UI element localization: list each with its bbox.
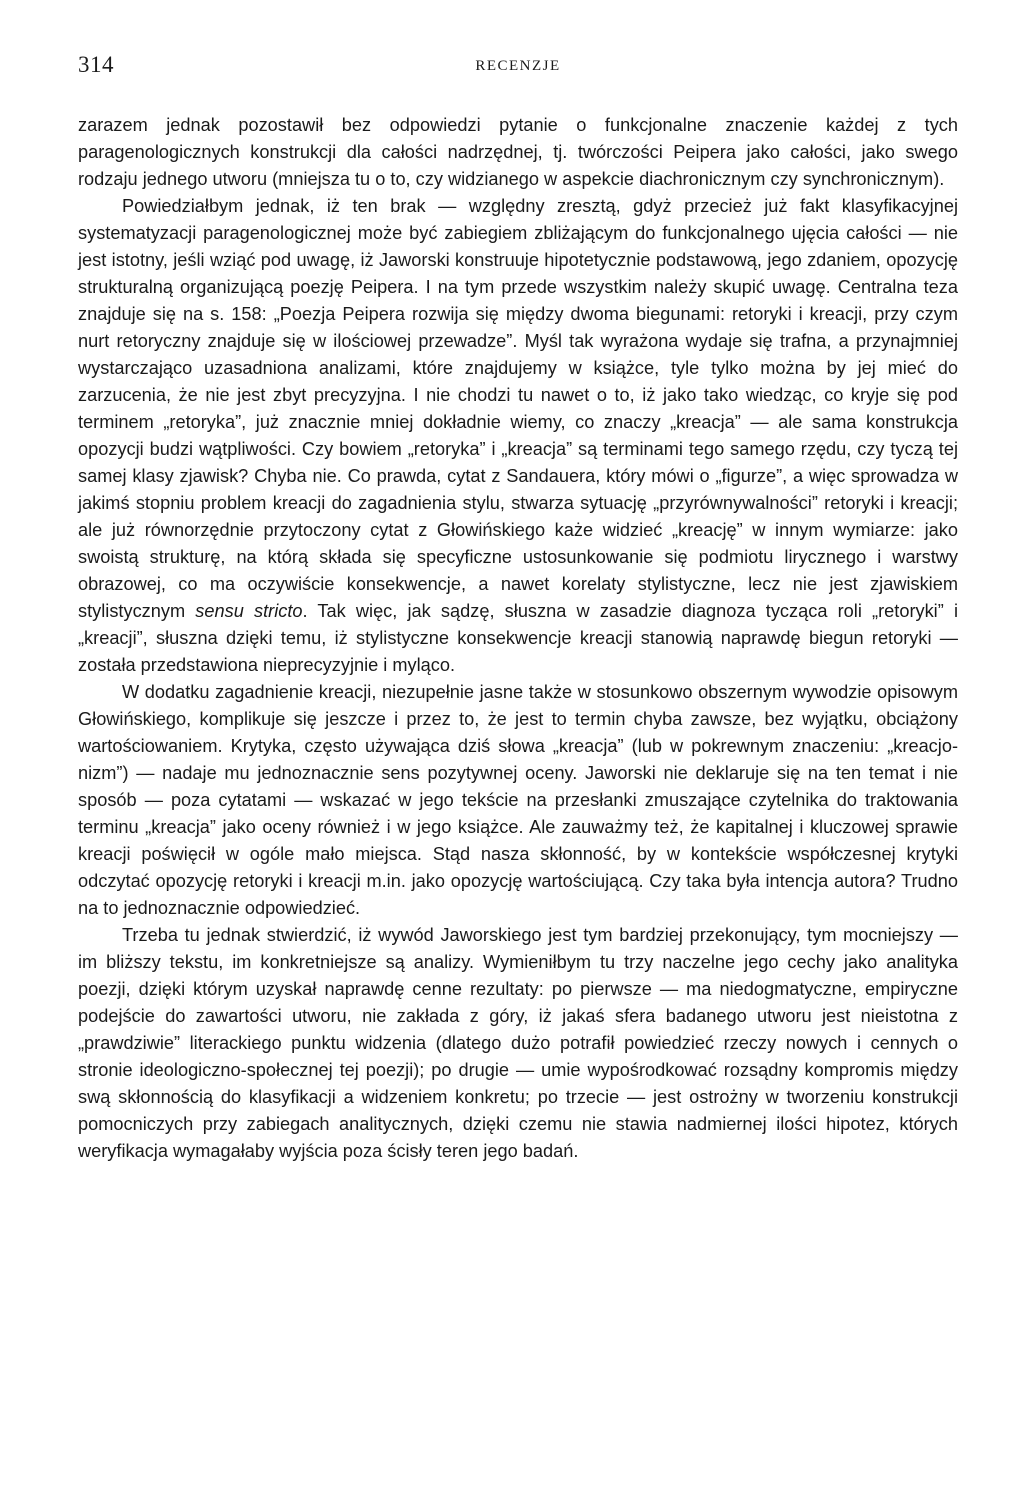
italic-phrase: sensu stricto	[195, 601, 303, 621]
page-number: 314	[78, 52, 114, 77]
running-head	[78, 52, 958, 86]
body-text	[78, 112, 958, 1165]
section-title: RECENZJE	[475, 58, 561, 74]
paragraph-text: W dodatku zagadnienie kreacji, niezupełnie jasne także w stosunkowo obszernym wywodzie opisowym Głowińskiego, komplikuje się jeszcze i przez to, że jest to termin chyba zawsze, bez wyjątku, obciążony wartościowaniem. Krytyka, często używająca dziś słowa „kreacja” (lub w pokrewnym znaczeniu: „kreacjonizm”) — nadaje mu jednoznacznie sens pozytywnej oceny. Jaworski nie deklaruje się na ten temat i nie sposób — poza cytatami — wskazać w jego tekście na przesłanki zmuszające czytelnika do traktowania terminu „kreacja” jako oceny również i w jego książce. Ale zauważmy też, że kapitalnej i kluczowej sprawie kreacji poświęcił w ogóle mało miejsca. Stąd nasza skłonność, by w kontekście współczesnej krytyki odczytać opozycję retoryki i kreacji m.in. jako opozycję wartościującą. Czy taka była intencja autora? Trudno na to jednoznacznie odpowiedzieć.	[78, 682, 958, 918]
paragraph-text: . Tak więc, jak sądzę, słuszna w zasadzie diagnoza tycząca roli „retoryki” i „kreacji”, słuszna dzięki temu, iż stylistyczne konsekwencje kreacji stanowią naprawdę biegun retoryki — została przedstawiona nieprecyzyjnie i myląco.	[78, 601, 958, 675]
paragraph-3	[78, 679, 958, 922]
paragraph-2	[78, 193, 958, 679]
document-page	[78, 52, 958, 1472]
paragraph-1	[78, 112, 958, 193]
paragraph-text: Trzeba tu jednak stwierdzić, iż wywód Jaworskiego jest tym bardziej przekonujący, tym mocniejszy — im bliższy tekstu, im konkretniejsze są analizy. Wymieniłbym tu trzy naczelne jego cechy jako analityka poezji, dzięki którym uzyskał naprawdę cenne rezultaty: po pierwsze — ma niedogmatyczne, empiryczne podejście do zawartości utworu, nie zakłada z góry, iż jakaś sfera badanego utworu jest nieistotna z „prawdziwie” literackiego punktu widzenia (dlatego dużo potrafił powiedzieć rzeczy nowych i cennych o stronie ideologiczno-społecznej tej poezji); po drugie — umie wypośrodkować rozsądny kompromis między swą skłonnością do klasyfikacji a widzeniem konkretu; po trzecie — jest ostrożny w tworzeniu konstrukcji pomocniczych przy zabiegach analitycznych, dzięki czemu nie stawia nadmiernej ilości hipotez, których weryfikacja wymagałaby wyjścia poza ścisły teren jego badań.	[78, 925, 958, 1161]
paragraph-4	[78, 922, 958, 1165]
paragraph-text: Powiedziałbym jednak, iż ten brak — względny zresztą, gdyż przecież już fakt klasyfikacyjnej systematyzacji paragenologicznej może być zabiegiem zbliżającym do funkcjonalnego ujęcia całości — nie jest istotny, jeśli wziąć pod uwagę, iż Jaworski konstruuje hipotetycznie podstawową, jego zdaniem, opozycję strukturalną organizującą poezję Peipera. I na tym przede wszystkim należy skupić uwagę. Centralna teza znajduje się na s. 158: „Poezja Peipera rozwija się między dwoma biegunami: retoryki i kreacji, przy czym nurt retoryczny znajduje się w ilościowej przewadze”. Myśl tak wyrażona wydaje się trafna, a przynajmniej wystarczająco uzasadniona analizami, które znajdujemy w książce, tyle tylko można by jej mieć do zarzucenia, że nie jest zbyt precyzyjna. I nie chodzi tu nawet o to, iż jako tako wiedząc, co kryje się pod terminem „retoryka”, już znacznie mniej dokładnie wiemy, co znaczy „kreacja” — ale sama konstrukcja opozycji budzi wątpliwości. Czy bowiem „retoryka” i „kreacja” są terminami tego samego rzędu, czy tyczą tej samej klasy zjawisk? Chyba nie. Co prawda, cytat z Sandauera, który mówi o „figurze”, a więc sprowadza w jakimś stopniu problem kreacji do zagadnienia stylu, stwarza sytuację „przyrównywalności” retoryki i kreacji; ale już równorzędnie przytoczony cytat z Głowińskiego każe widzieć „kreację” w innym wymiarze: jako swoistą strukturę, na którą składa się specyficzne ustosunkowanie się podmiotu lirycznego i warstwy obrazowej, co ma oczywiście konsekwencje, a nawet korelaty stylistyczne, lecz nie jest zjawiskiem stylistycznym	[78, 196, 958, 621]
paragraph-text: zarazem jednak pozostawił bez odpowiedzi pytanie o funkcjonalne znaczenie każdej z tych paragenologicznych konstrukcji dla całości nadrzędnej, tj. twórczości Peipera jako całości, jako swego rodzaju jednego utworu (mniejsza tu o to, czy widzianego w aspekcie diachronicznym czy synchronicznym).	[78, 115, 958, 189]
